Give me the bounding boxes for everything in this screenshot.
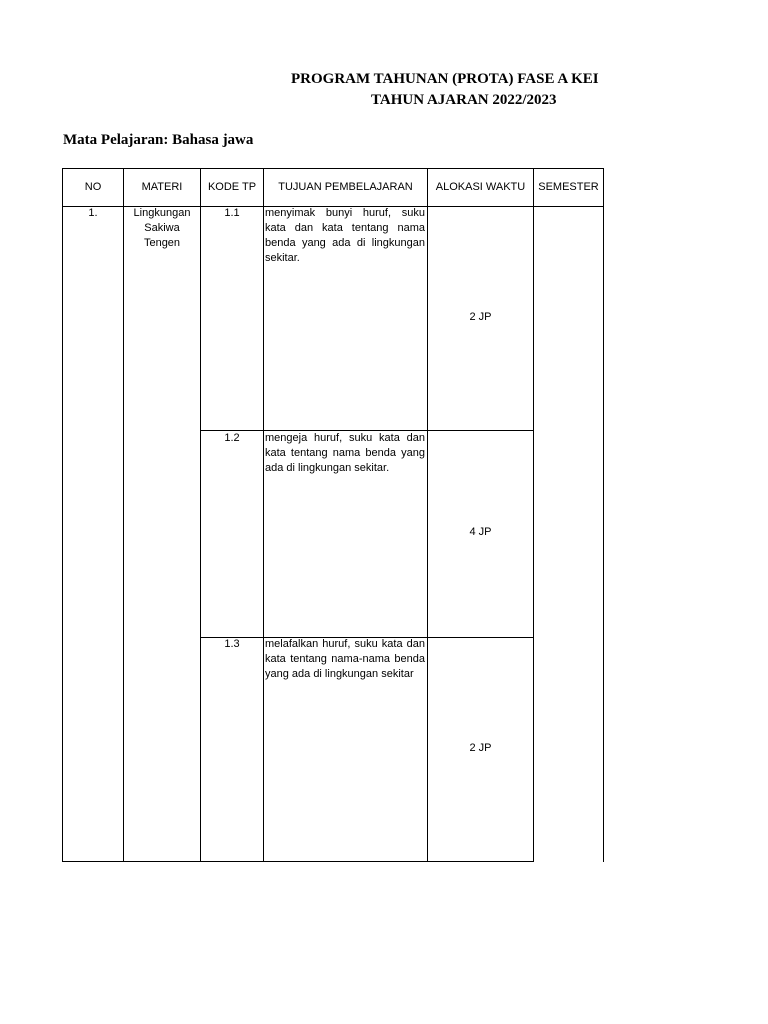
subject-label: Mata Pelajaran: Bahasa jawa xyxy=(63,132,254,148)
cell-alokasi: 4 JP xyxy=(469,526,492,538)
header-no: NO xyxy=(84,181,102,193)
cell-no: 1. xyxy=(88,207,98,219)
academic-year: TAHUN AJARAN 2022/2023 xyxy=(371,92,557,108)
column-border xyxy=(427,168,428,862)
header-materi: MATERI xyxy=(141,181,183,193)
column-border xyxy=(123,168,124,862)
column-border xyxy=(533,168,534,862)
header-alokasi-waktu: ALOKASI WAKTU xyxy=(435,181,526,193)
column-border xyxy=(200,168,201,862)
cell-tujuan: menyimak bunyi huruf, suku kata dan kata tentang nama benda yang ada di lingkungan sekitar. xyxy=(265,207,425,264)
table-bottom-border xyxy=(62,861,534,862)
column-border xyxy=(263,168,264,862)
cell-tujuan: melafalkan huruf, suku kata dan kata tentang nama-nama benda yang ada di lingkungan sekitar xyxy=(265,638,425,680)
document-title: PROGRAM TAHUNAN (PROTA) FASE A KEI xyxy=(291,71,599,87)
cell-kode-tp: 1.2 xyxy=(224,432,240,444)
header-tujuan-pembelajaran: TUJUAN PEMBELAJARAN xyxy=(278,181,413,193)
header-semester: SEMESTER xyxy=(538,181,599,193)
cell-alokasi: 2 JP xyxy=(469,311,492,323)
cell-tujuan: mengeja huruf, suku kata dan kata tentang nama benda yang ada di lingkungan sekitar. xyxy=(265,432,425,474)
cell-alokasi: 2 JP xyxy=(469,742,492,754)
header-kode-tp: KODE TP xyxy=(207,181,257,193)
column-border xyxy=(603,168,604,862)
cell-kode-tp: 1.3 xyxy=(224,638,240,650)
cell-materi: Lingkungan Sakiwa Tengen xyxy=(133,207,191,249)
cell-kode-tp: 1.1 xyxy=(224,207,240,219)
column-border xyxy=(62,168,63,862)
